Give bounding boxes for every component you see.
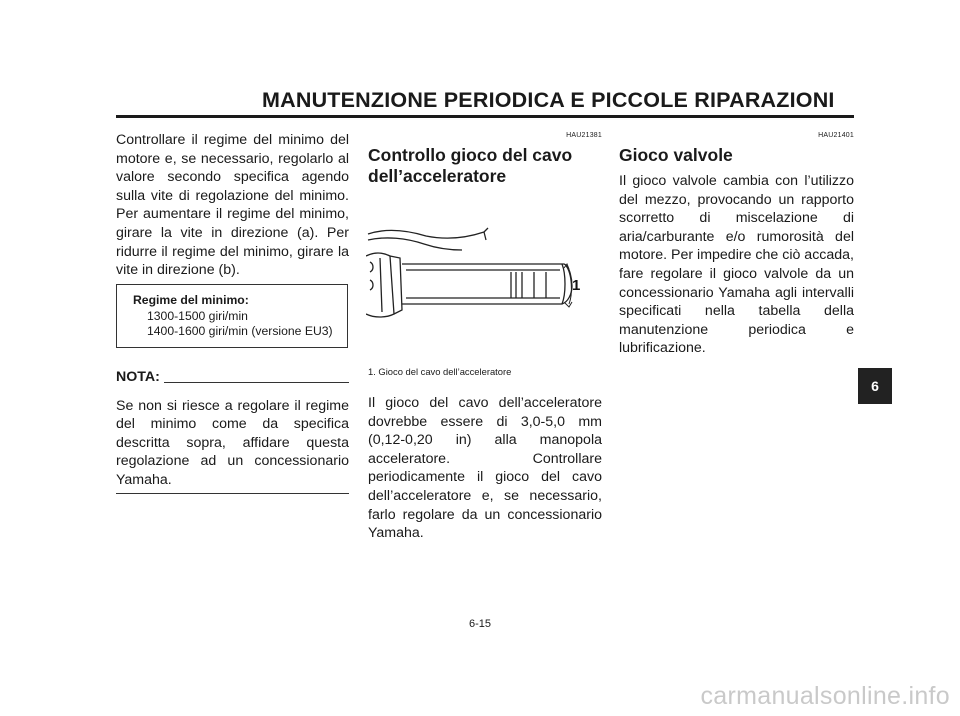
valve-clearance-paragraph: Il gioco valvole cambia con l’utilizzo del mezzo, provocando un rapporto scorretto di miscelazione di aria/carburante e/o rumorosità del motore. Per impedire che ciò accada, fare regolare il gioco valvole da un concessionario Yamaha agli intervalli specificati nella tabella della manutenzione periodica e lubrificazione. — [619, 173, 854, 357]
note-block — [116, 368, 349, 494]
note-text: Se non si riesce a regolare il regime del minimo come da specifica descritta sopra, affidare questa regolazione ad un concessionario Yamaha. — [116, 397, 349, 488]
spec-box-title: Regime del minimo: — [133, 293, 249, 307]
column-1 — [116, 131, 349, 280]
note-header — [116, 368, 349, 387]
valve-clearance-heading: Gioco valvole — [619, 145, 733, 165]
throttle-cable-text — [368, 394, 602, 543]
page-number: 6-15 — [468, 618, 492, 630]
section-code-throttle: HAU21381 — [566, 132, 602, 139]
note-label: NOTA: — [116, 369, 160, 385]
column-2 — [368, 131, 602, 199]
idle-speed-paragraph: Controllare il regime del minimo del motore e, se necessario, regolarlo al valore secondo specifica agendo sulla vite di regolazione del minimo. Per aumentare il regime del minimo, girare la vite in direzione (a). Per ridurre il regime del minimo, girare la vite in direzione (b). — [116, 132, 349, 279]
note-end-rule — [116, 493, 349, 494]
spec-box-value-2: 1400-1600 giri/min (versione EU3) — [147, 324, 333, 338]
section-code-valve: HAU21401 — [818, 132, 854, 139]
figure-callout-1: 1 — [572, 277, 581, 294]
header-rule — [116, 115, 854, 118]
throttle-grip-figure — [366, 218, 600, 328]
figure-caption: 1. Gioco del cavo dell’acceleratore — [368, 366, 512, 377]
throttle-grip-illustration — [366, 218, 600, 328]
spec-box — [116, 284, 348, 348]
throttle-cable-heading: Controllo gioco del cavo dell’acceleratore — [368, 145, 573, 186]
page-header-title: MANUTENZIONE PERIODICA E PICCOLE RIPARAZIONI — [262, 88, 835, 112]
note-header-rule — [164, 382, 349, 383]
column-3 — [619, 131, 854, 358]
throttle-cable-paragraph: Il gioco del cavo dell’acceleratore dovrebbe essere di 3,0-5,0 mm (0,12-0,20 in) alla manopola acceleratore. Controllare periodicamente il gioco del cavo dell’acceleratore e, se necessario, farlo regolare da un concessionario Yamaha. — [368, 395, 602, 542]
chapter-tab: 6 — [858, 368, 892, 404]
watermark: carmanualsonline.info — [700, 682, 950, 710]
spec-box-value-1: 1300-1500 giri/min — [147, 309, 248, 323]
